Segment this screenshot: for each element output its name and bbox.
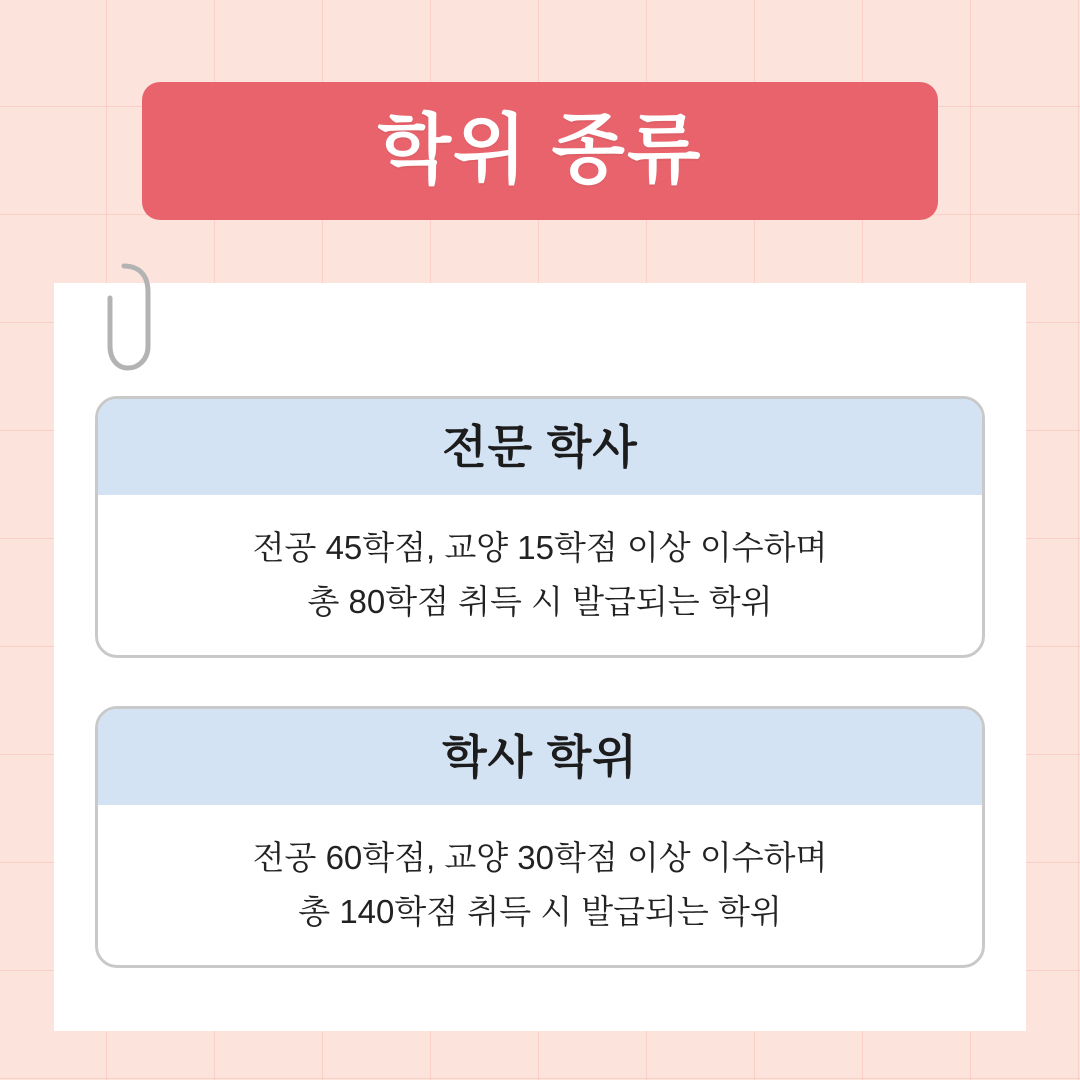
degree-card-line: 전공 60학점, 교양 30학점 이상 이수하며: [252, 839, 828, 877]
degree-card: [95, 396, 985, 658]
degree-card: [95, 706, 985, 968]
title-banner: [142, 82, 938, 220]
degree-card-line: 전공 45학점, 교양 15학점 이상 이수하며: [252, 529, 828, 567]
paperclip-icon: [104, 258, 174, 378]
degree-card-line: 총 80학점 취득 시 발급되는 학위: [307, 583, 773, 620]
degree-card-title: 학사 학위: [442, 731, 638, 783]
degree-card-title: 전문 학사: [442, 421, 638, 473]
degree-card-header: [98, 399, 982, 495]
degree-card-header: [98, 709, 982, 805]
degree-card-body: [98, 495, 982, 655]
degree-card-body: [98, 805, 982, 965]
degree-card-line: 총 140학점 취득 시 발급되는 학위: [298, 893, 782, 930]
page-title: 학위 종류: [377, 108, 703, 193]
